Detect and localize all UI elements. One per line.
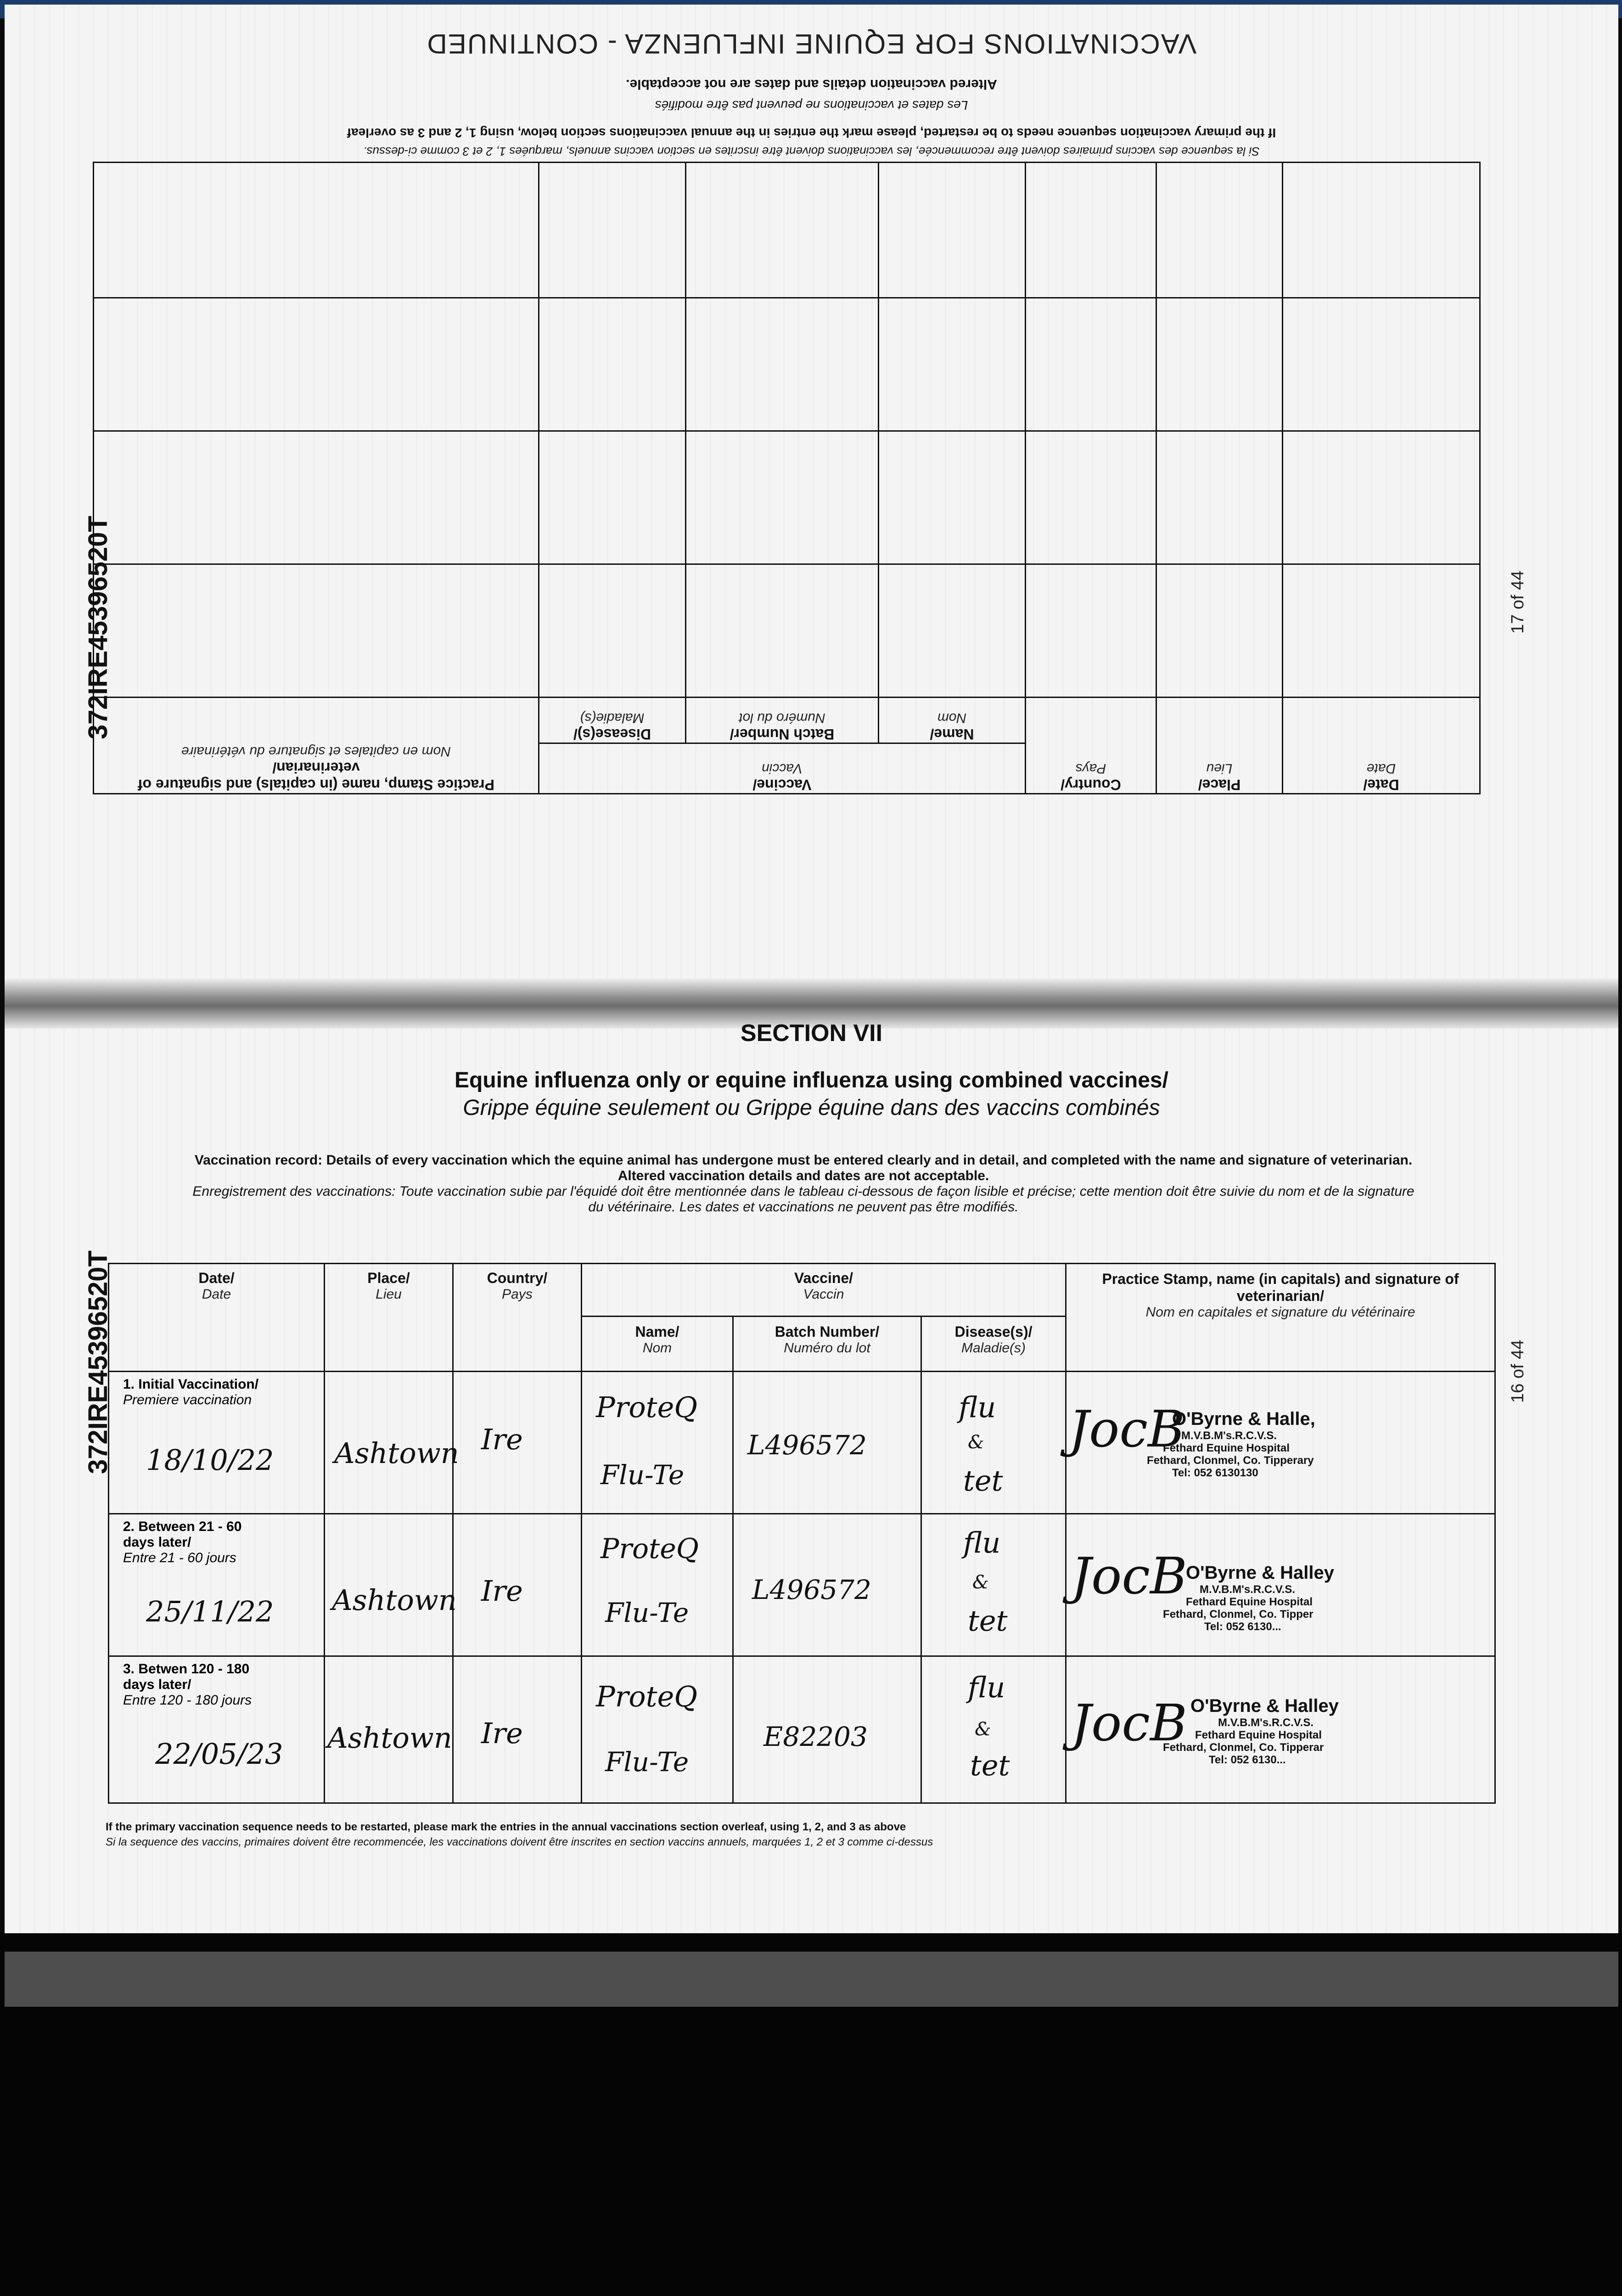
footer-en: If the primary vaccination sequence needs to be restarted, please mark the entries in the annual vaccinations section overleaf, using 1, 2, and 3 as above [106, 1821, 906, 1833]
row-1-name-2: Flu-Te [601, 1459, 685, 1491]
row-2-stamp-3: Fethard, Clonmel, Co. Tipper [1163, 1608, 1313, 1621]
instructions-bold-2: Altered vaccination details and dates are not acceptable. [617, 1168, 989, 1183]
upper-col-vaccine-fr: Vaccin [762, 761, 803, 776]
row-3-label-fr: Entre 120 - 180 jours [123, 1693, 252, 1708]
row-2-batch-cell [733, 1514, 921, 1656]
lower-page [5, 1019, 1618, 1933]
row-3-disease-2: & [975, 1719, 991, 1740]
col-vaccine-fr: Vaccin [803, 1287, 844, 1302]
row-1-stamp-name: O'Byrne & Halle, [1172, 1409, 1315, 1429]
row-1-stamp-2: Fethard Equine Hospital [1163, 1442, 1290, 1454]
upper-restart-en: If the primary vaccination sequence needs to be restarted, please mark the entries in the annual vaccinations section below, using 1, 2 and 3 as overleaf [347, 126, 1276, 140]
row-3-stamp-3: Fethard, Clonmel, Co. Tipperar [1163, 1741, 1324, 1754]
row-2-label-fr: Entre 21 - 60 jours [123, 1550, 236, 1565]
upper-col-batch [686, 698, 879, 743]
upper-vaccination-table [93, 162, 1481, 794]
row-2-stamp-2: Fethard Equine Hospital [1186, 1596, 1313, 1608]
upper-col-country-fr: Pays [1075, 761, 1106, 776]
instructions [115, 1153, 1492, 1215]
instructions-bold-1: Vaccination record: Details of every vaccination which the equine animal has undergone must be entered clearly and in detail, and completed with the name and signature of veterinarian. [194, 1153, 1413, 1168]
row-3-stamp-1: M.V.B.M's.R.C.V.S. [1218, 1716, 1314, 1729]
upper-col-disease [539, 698, 685, 743]
section-title: SECTION VII [740, 1020, 883, 1047]
row-2-name-cell [582, 1514, 733, 1656]
col-batch-label: Batch Number/ [775, 1323, 880, 1340]
row-3-place-cell [325, 1656, 453, 1803]
row-1-disease-3: tet [963, 1464, 1003, 1497]
row-1-country-cell [453, 1372, 582, 1514]
row-1-disease-2: & [968, 1432, 984, 1453]
col-disease [921, 1317, 1066, 1372]
row-3-country-cell [453, 1656, 582, 1803]
row-1-name-cell [582, 1372, 733, 1514]
row-1-stamp-3: Fethard, Clonmel, Co. Tipperary [1147, 1454, 1314, 1467]
vaccination-table [108, 1263, 1496, 1804]
row-3-signature: JocB [1071, 1694, 1187, 1752]
row-1-batch: L496572 [747, 1429, 867, 1461]
instructions-fr-2: du vétérinaire. Les dates et vaccinations ne peuvent pas être modifiés. [588, 1199, 1019, 1215]
upper-col-date [1283, 698, 1480, 794]
upper-restart-fr: Si la sequence des vaccins primaires doivent être recommencée, les vaccinations doivent être inscrites en section vaccins annuels, marquées 1, 2 et 3 comme ci-dessus. [363, 145, 1260, 158]
col-batch-fr: Numéro du lot [784, 1340, 870, 1356]
row-1-place: Ashtown [334, 1436, 459, 1470]
instructions-fr-1: Enregistrement des vaccinations: Toute vaccination subie par l'équidé doit être mentionnée dans le tableau ci-dessous de façon lisible et précise; cette mention doit être suivie du nom et de la signature [192, 1184, 1414, 1199]
row-3-name-1: ProteQ [596, 1680, 698, 1713]
col-date-fr: Date [202, 1287, 231, 1302]
row-3-name-2: Flu-Te [605, 1746, 689, 1778]
upper-col-vaccine-label: Vaccine/ [752, 777, 812, 793]
row-1-label-en: 1. Initial Vaccination/ [123, 1377, 259, 1392]
row-2-place: Ashtown [332, 1583, 457, 1617]
row-1-date: 18/10/22 [146, 1443, 274, 1477]
col-country-label: Country/ [487, 1270, 548, 1286]
document-id-upper: 372IRE45396520T [83, 516, 113, 739]
row-1-stamp-4: Tel: 052 6130130 [1172, 1467, 1258, 1479]
upper-col-stamp-label: Practice Stamp, name (in capitals) and signature of veterinarian/ [137, 760, 495, 793]
upper-col-stamp-fr: Nom en capitales et signature du vétérinaire [181, 744, 451, 759]
row-3-place: Ashtown [327, 1721, 452, 1755]
col-date [109, 1264, 325, 1372]
row-3-date-cell [109, 1656, 325, 1803]
row-3-stamp-name: O'Byrne & Halley [1190, 1696, 1339, 1716]
row-3-stamp-cell [1066, 1656, 1495, 1803]
row-3-country: Ire [481, 1716, 523, 1750]
table-row [93, 431, 1480, 564]
upper-col-batch-fr: Numéro du lot [739, 710, 825, 726]
row-2-label [123, 1519, 261, 1566]
table-row [109, 1514, 1495, 1656]
col-vaccine [582, 1264, 1066, 1317]
row-3-batch: E82203 [763, 1721, 868, 1752]
upper-col-stamp [93, 698, 539, 794]
col-place-label: Place/ [367, 1270, 410, 1286]
row-3-batch-cell [733, 1656, 921, 1803]
upper-col-date-label: Date/ [1363, 777, 1399, 793]
row-3-stamp-4: Tel: 052 6130... [1209, 1754, 1286, 1766]
table-row [93, 163, 1480, 298]
row-3-label [123, 1661, 279, 1708]
page-number-upper: 17 of 44 [1508, 570, 1527, 634]
row-3-date: 22/05/23 [155, 1737, 283, 1771]
col-stamp-fr: Nom en capitales et signature du vétérinaire [1145, 1305, 1415, 1320]
document-id-lower: 372IRE45396520T [83, 1250, 113, 1474]
col-date-label: Date/ [198, 1270, 235, 1286]
row-1-batch-cell [733, 1372, 921, 1514]
row-1-disease-cell [921, 1372, 1066, 1514]
col-place-fr: Lieu [376, 1287, 402, 1302]
upper-col-disease-label: Disease(s)/ [573, 726, 651, 743]
row-3-disease-cell [921, 1656, 1066, 1803]
table-row [93, 298, 1480, 431]
col-disease-label: Disease(s)/ [954, 1323, 1033, 1340]
row-1-disease-1: flu [959, 1390, 996, 1424]
col-place [325, 1264, 453, 1372]
page-number-lower: 16 of 44 [1508, 1339, 1527, 1403]
upper-col-disease-fr: Maladie(s) [580, 710, 645, 726]
row-3-stamp-2: Fethard Equine Hospital [1195, 1729, 1322, 1741]
row-1-label [123, 1377, 316, 1408]
row-3-label-en: 3. Betwen 120 - 180 days later/ [123, 1661, 250, 1692]
col-country [453, 1264, 582, 1372]
row-1-place-cell [325, 1372, 459, 1514]
row-2-signature: JocB [1071, 1547, 1187, 1605]
row-2-stamp-name: O'Byrne & Halley [1186, 1563, 1334, 1583]
upper-col-place-label: Place/ [1198, 777, 1241, 793]
upper-col-country-label: Country/ [1061, 777, 1121, 793]
row-2-name-1: ProteQ [601, 1533, 699, 1565]
col-stamp-label: Practice Stamp, name (in capitals) and signature of veterinarian/ [1102, 1271, 1459, 1304]
table-row [109, 1656, 1495, 1803]
row-1-stamp-cell [1066, 1372, 1495, 1514]
upper-altered-fr: Les dates et vaccinations ne peuvent pas être modifiés [655, 98, 968, 113]
row-2-place-cell [325, 1514, 457, 1656]
col-name-fr: Nom [642, 1340, 672, 1356]
row-2-country: Ire [481, 1574, 523, 1608]
upper-col-name-label: Name/ [930, 726, 974, 743]
table-row [109, 1372, 1495, 1514]
subtitle-fr: Grippe équine seulement ou Grippe équine dans des vaccins combinés [463, 1096, 1160, 1120]
row-1-country: Ire [481, 1423, 523, 1456]
upper-col-place [1156, 698, 1283, 794]
passport-spread [5, 5, 1618, 1933]
col-name [582, 1317, 733, 1372]
row-1-name-1: ProteQ [596, 1390, 698, 1424]
upper-col-date-fr: Date [1366, 761, 1396, 776]
row-1-signature: JocB [1069, 1400, 1185, 1458]
upper-heading: VACCINATIONS FOR EQUINE INFLUENZA - CONTINUED [426, 28, 1197, 59]
upper-col-batch-label: Batch Number/ [730, 726, 835, 743]
row-2-name-2: Flu-Te [605, 1597, 689, 1628]
row-3-disease-3: tet [970, 1749, 1010, 1782]
row-1-label-fr: Premiere vaccination [123, 1392, 252, 1407]
upper-page [5, 5, 1618, 983]
table-row [93, 564, 1480, 698]
upper-col-place-fr: Lieu [1206, 761, 1233, 776]
row-2-disease-cell [921, 1514, 1066, 1656]
col-batch [733, 1317, 921, 1372]
col-disease-fr: Maladie(s) [961, 1340, 1026, 1356]
upper-page-rotated [5, 5, 1618, 983]
row-3-name-cell [582, 1656, 733, 1803]
row-2-disease-1: flu [963, 1526, 1001, 1559]
row-3-disease-1: flu [968, 1671, 1005, 1704]
row-1-date-cell [109, 1372, 325, 1514]
footer-fr: Si la sequence des vaccins, primaires doivent être recommencée, les vaccinations doivent être inscrites en section vaccins annuels, marquées 1, 2 et 3 comme ci-dessus [106, 1836, 933, 1848]
row-2-disease-3: tet [968, 1604, 1008, 1638]
upper-col-name-fr: Nom [937, 710, 967, 726]
row-2-batch: L496572 [752, 1574, 871, 1605]
row-2-date-cell [109, 1514, 325, 1656]
row-2-label-en: 2. Between 21 - 60 days later/ [123, 1519, 242, 1550]
upper-col-country [1026, 698, 1156, 794]
row-2-date: 25/11/22 [146, 1595, 274, 1628]
subtitle-en: Equine influenza only or equine influenza using combined vaccines/ [455, 1068, 1168, 1092]
upper-col-name [879, 698, 1026, 743]
col-country-fr: Pays [502, 1287, 533, 1302]
upper-altered-en: Altered vaccination details and dates are not acceptable. [626, 77, 997, 92]
upper-col-vaccine [539, 743, 1025, 794]
row-2-stamp-1: M.V.B.M's.R.C.V.S. [1200, 1583, 1296, 1596]
col-name-label: Name/ [635, 1323, 679, 1340]
row-1-stamp-1: M.V.B.M's.R.C.V.S. [1181, 1429, 1277, 1442]
row-2-stamp-4: Tel: 052 6130... [1204, 1621, 1281, 1633]
row-2-country-cell [453, 1514, 582, 1656]
col-vaccine-label: Vaccine/ [794, 1270, 853, 1286]
row-2-disease-2: & [972, 1572, 989, 1593]
col-stamp [1066, 1264, 1495, 1372]
row-2-stamp-cell [1066, 1514, 1495, 1656]
page-edge [5, 1952, 1618, 2007]
